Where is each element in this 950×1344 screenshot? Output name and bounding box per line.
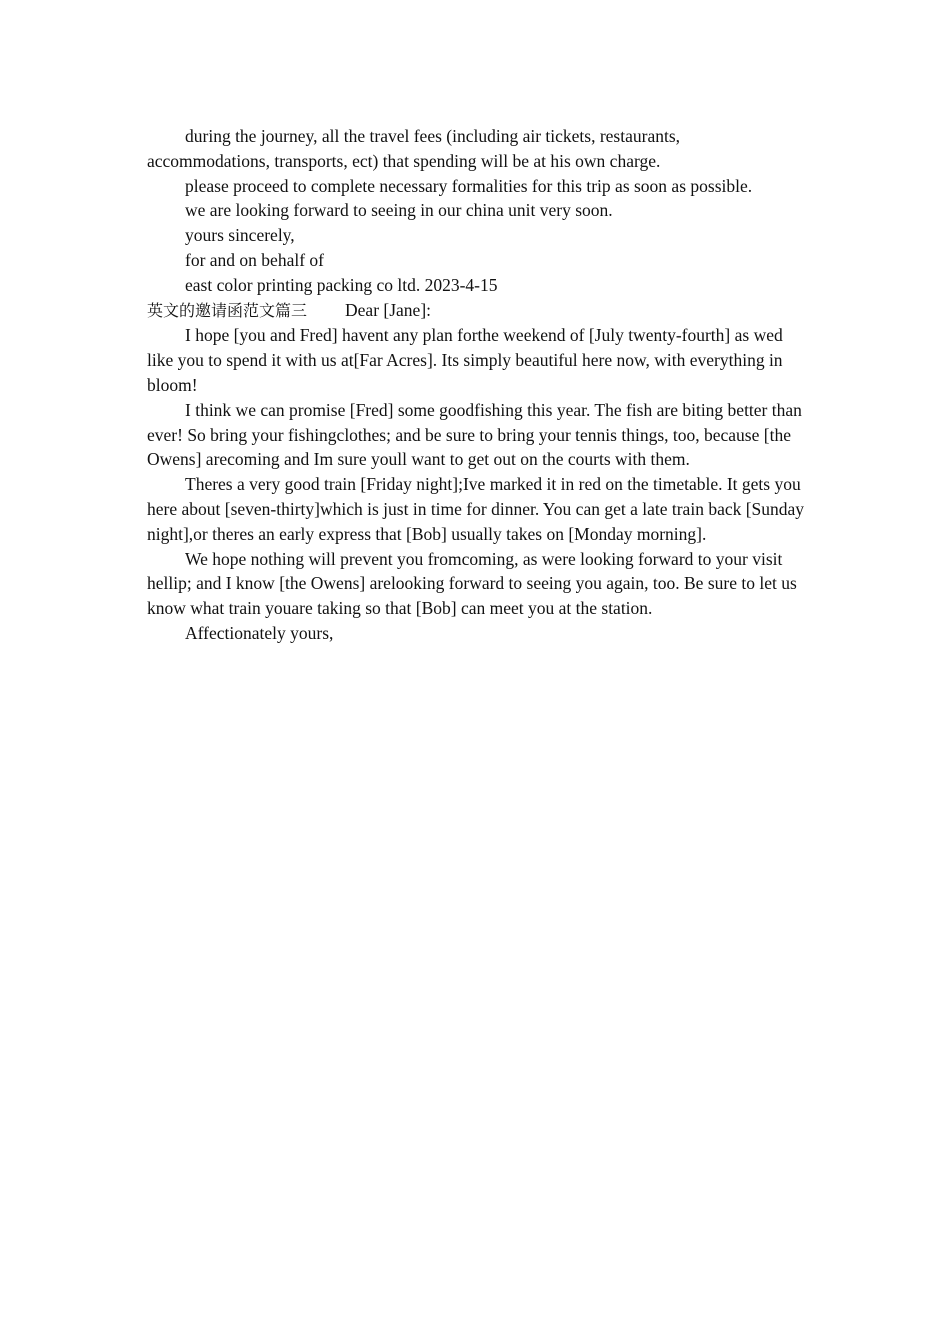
paragraph-travel-fees: during the journey, all the travel fees (including air tickets, restaurants, accommodations, transports, ect) that spending will be at his own charge. — [147, 126, 681, 171]
paragraph-fishing-tennis: I think we can promise [Fred] some goodfishing this year. The fish are biting better than ever! So bring your fishingclothes; and be sure to bring your tennis things, too, because [the Owens] arecoming and Im sure youll want to get out on the courts with them. — [147, 399, 802, 470]
section-heading: 英文的邀请函范文篇三 — [147, 300, 308, 320]
signature-company-date: east color printing packing co ltd. 2023-4-15 — [185, 274, 498, 295]
paragraph-formalities: please proceed to complete necessary formalities for this trip as soon as possible. — [185, 175, 753, 196]
paragraph-hope-coming: We hope nothing will prevent you fromcoming, as were looking forward to your visit hellip; and I know [the Owens] arelooking forward to seeing you again, too. Be sure to let us know what train youare taking so that [Bob] can meet you at the station. — [147, 548, 797, 619]
salutation: Dear [Jane]: — [345, 299, 432, 320]
closing-sincerely: yours sincerely, — [185, 225, 295, 246]
closing-behalf: for and on behalf of — [185, 249, 324, 270]
section-heading-line — [147, 298, 807, 324]
closing-affectionately: Affectionately yours, — [185, 622, 334, 643]
paragraph-train-schedule: Theres a very good train [Friday night];Ive marked it in red on the timetable. It gets you here about [seven-thirty]which is just in time for dinner. You can get a late train back [Sunday night],or theres an early express that [Bob] usually takes on [Monday morning]. — [147, 474, 805, 544]
paragraph-looking-forward: we are looking forward to seeing in our china unit very soon. — [185, 200, 613, 221]
document-body — [147, 124, 807, 646]
paragraph-weekend-invite: I hope [you and Fred] havent any plan forthe weekend of [July twenty-fourth] as wed like you to spend it with us at[Far Acres]. Its simply beautiful here now, with everything in bloom! — [147, 325, 783, 395]
